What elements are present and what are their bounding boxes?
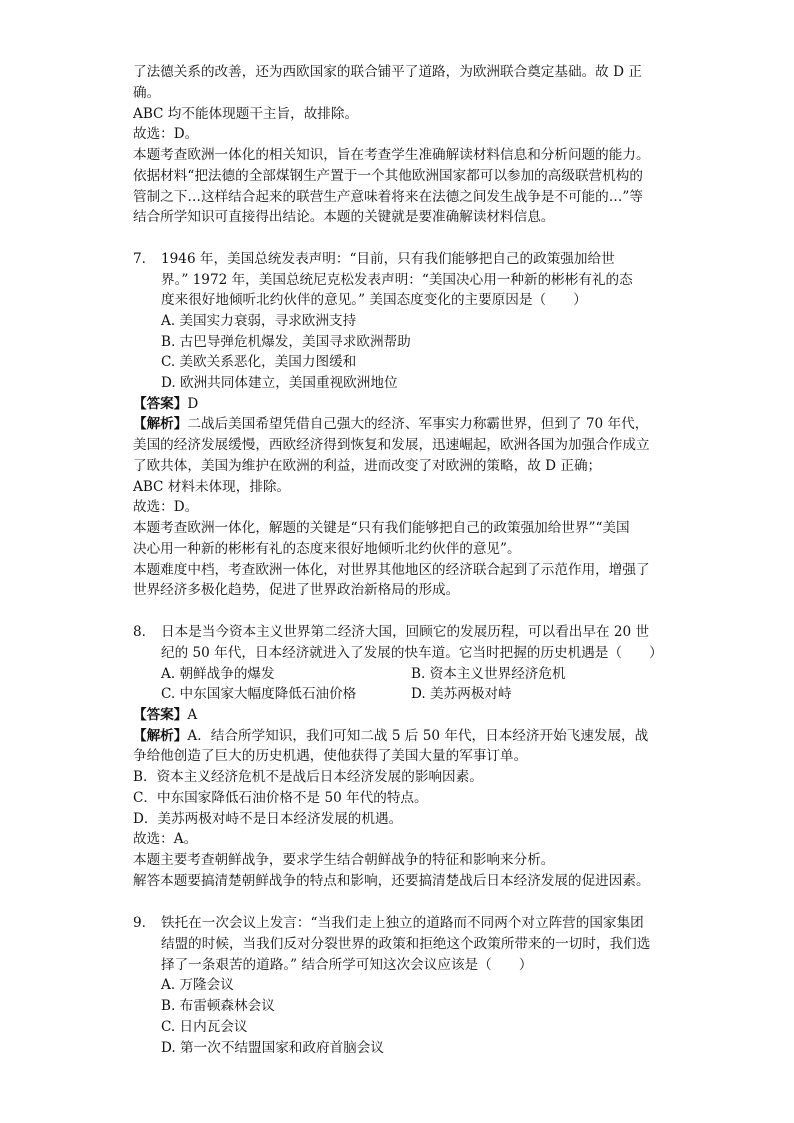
question-stem: 纪的 50 年代，日本经济就进入了发展的快车道。它当时把握的历史机遇是（ ） [161,645,663,661]
text-line: 确。 [133,85,161,101]
analysis-text: 本题考查欧洲一体化，解题的关键是“只有我们能够把自己的政策强加给世界”“美国 [133,520,630,536]
option-c: C. 中东国家大幅度降低石油价格 [161,686,357,702]
analysis-tag: 【解析】 [133,416,188,432]
analysis-line [133,414,648,434]
analysis-text: A．结合所学知识，我们可知二战 5 后 50 年代，日本经济开始飞速发展，战 [187,728,649,744]
analysis-text: C．中东国家降低石油价格不是 50 年代的特点。 [133,790,428,806]
analysis-text: 本题主要考查朝鲜战争，要求学生结合朝鲜战争的特征和影响来分析。 [133,852,555,868]
analysis-text: 争给他创造了巨大的历史机遇，使他获得了美国大量的军事订单。 [133,748,528,764]
analysis-text: 故选：A。 [133,831,198,847]
option-a: A. 万隆会议 [161,977,234,993]
analysis-text: 二战后美国希望凭借自己强大的经济、军事实力称霸世界，但到了 70 年代， [187,416,649,432]
analysis-text: B．资本主义经济危机不是战后日本经济发展的影响因素。 [133,769,483,785]
question-stem: 1946 年，美国总统发表声明：“目前，只有我们能够把自己的政策强加给世 [161,251,615,267]
analysis-tag: 【解析】 [133,728,188,744]
question-number: 8. [133,624,146,640]
option-c: C. 日内瓦会议 [161,1019,248,1035]
analysis-text: 解答本题要搞清楚朝鲜战争的特点和影响，还要搞清楚战后日本经济发展的促进因素。 [133,873,650,889]
option-c: C. 美欧关系恶化，美国力图缓和 [161,354,357,370]
text-line: ABC 均不能体现题干主旨，故排除。 [133,106,359,122]
answer-line [133,394,198,414]
option-d: D. 欧洲共同体建立，美国重视欧洲地位 [161,375,398,391]
option-a: A. 美国实力衰弱，寻求欧洲支持 [161,313,357,329]
analysis-text: 故选：D。 [133,499,199,515]
question-stem: 日本是当今资本主义世界第二经济大国，回顾它的发展历程，可以看出早在 20 世 [161,624,650,640]
option-d: D. 第一次不结盟国家和政府首脑会议 [161,1040,384,1056]
option-b: B. 资本主义世界经济危机 [411,666,566,682]
text-line: 结合所学知识可直接得出结论。本题的关键就是要准确解读材料信息。 [133,209,555,225]
text-line: 了法德关系的改善，还为西欧国家的联合铺平了道路，为欧洲联合奠定基础。故 D 正 [133,64,642,80]
answer-tag: 【答案】 [133,707,188,723]
option-b: B. 古巴导弹危机爆发，美国寻求欧洲帮助 [161,334,411,350]
analysis-text: D．美苏两极对峙不是日本经济发展的机遇。 [133,811,403,827]
analysis-text: 了欧共体，美国为维护在欧洲的利益，进而改变了对欧洲的策略，故 D 正确； [133,458,602,474]
option-d: D. 美苏两极对峙 [411,686,512,702]
text-line: 本题考查欧洲一体化的相关知识，旨在考查学生准确解读材料信息和分析问题的能力。 [133,147,650,163]
text-line: 管制之下…这样结合起来的联营生产意味着将来在法德之间发生战争是不可能的…”等 [133,189,643,205]
question-number: 7. [133,251,146,267]
answer-tag: 【答案】 [133,396,188,412]
text-line: 故选：D。 [133,126,199,142]
question-stem: 度来很好地倾听北约伙伴的意见。” 美国态度变化的主要原因是（ ） [161,292,587,308]
question-stem: 铁托在一次会议上发言：“当我们走上独立的道路而不同两个对立阵营的国家集团 [161,915,644,931]
option-a: A. 朝鲜战争的爆发 [161,666,275,682]
answer-value: D [187,396,199,412]
analysis-text: 本题难度中档，考查欧洲一体化，对世界其他地区的经济联合起到了示范作用，增强了 [133,562,650,578]
option-b: B. 布雷顿森林会议 [161,998,275,1014]
analysis-text: 世界经济多极化趋势，促进了世界政治新格局的形成。 [133,582,460,598]
question-stem: 择了一条艰苦的道路。” 结合所学可知这次会议应该是（ ） [161,957,533,973]
answer-value: A [187,707,198,723]
analysis-text: 美国的经济发展缓慢，西欧经济得到恢复和发展，迅速崛起，欧洲各国为加强合作成立 [133,437,650,453]
analysis-text: 决心用一种新的彬彬有礼的态度来很好地倾听北约伙伴的意见”。 [133,541,521,557]
analysis-line [133,726,648,746]
analysis-text: ABC 材料未体现，排除。 [133,479,291,495]
question-stem: 结盟的时候，当我们反对分裂世界的政策和拒绝这个政策所带来的一切时，我们选 [161,936,651,952]
answer-line [133,705,197,725]
question-stem: 界。” 1972 年，美国总统尼克松发表声明：“美国决心用一种新的彬彬有礼的态 [161,272,633,288]
text-line: 依据材料“把法德的全部煤钢生产置于一个其他欧洲国家都可以参加的高级联营机构的 [133,168,643,184]
question-number: 9. [133,915,146,931]
